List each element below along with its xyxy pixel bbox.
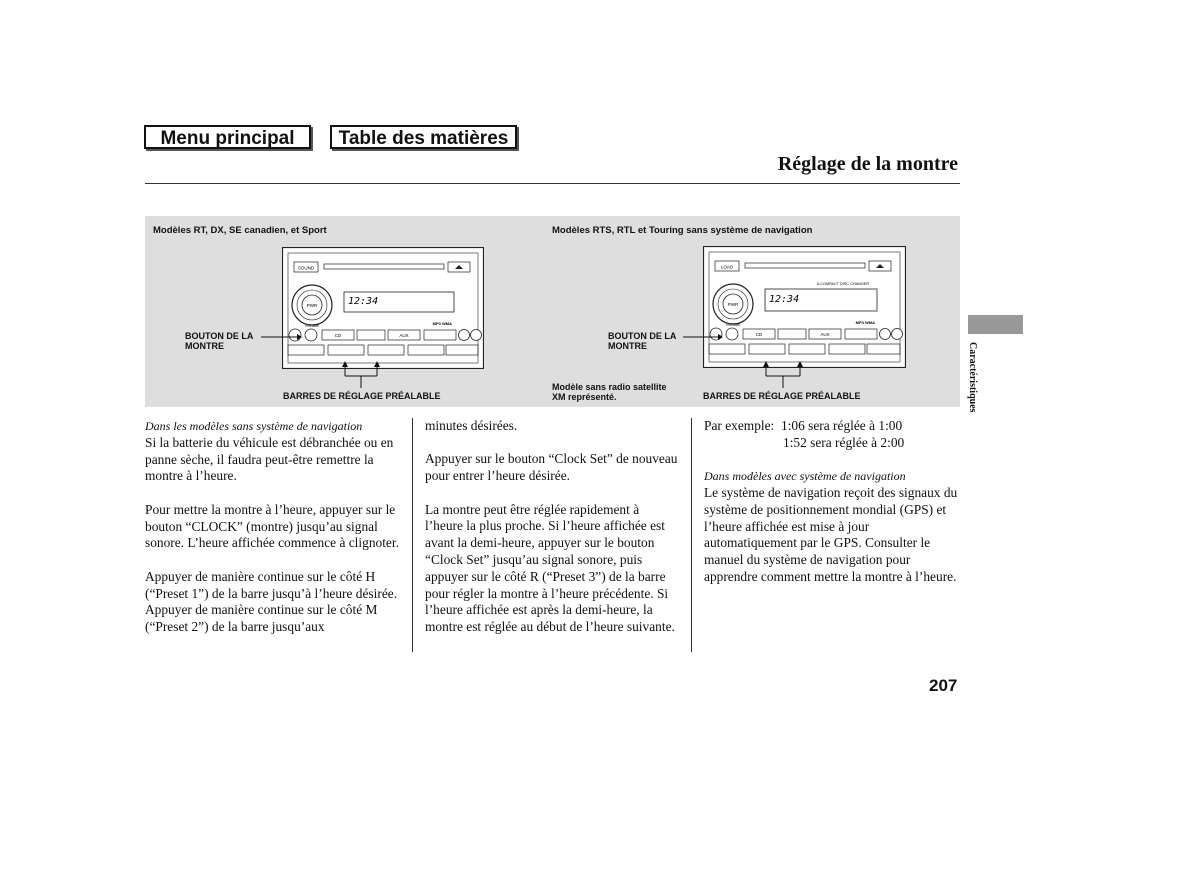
bouton-montre-label-right: BOUTON DE LA MONTRE <box>608 331 677 351</box>
table-des-matieres-button[interactable]: Table des matières <box>330 125 517 149</box>
title-rule <box>145 183 960 184</box>
svg-text:VOLUME: VOLUME <box>304 324 320 328</box>
sound-button-label: SOUND <box>297 265 315 271</box>
column-separator <box>412 418 413 652</box>
text-column-1 <box>145 418 400 653</box>
svg-text:MP3 WMA: MP3 WMA <box>855 320 875 325</box>
menu-principal-button[interactable]: Menu principal <box>144 125 311 149</box>
text-column-3 <box>704 418 960 602</box>
paragraph: minutes désirées. <box>425 418 518 433</box>
svg-text:CD: CD <box>755 332 763 337</box>
page-number: 207 <box>929 676 958 695</box>
bouton-montre-label-left: BOUTON DE LA MONTRE <box>185 331 254 351</box>
paragraph: Appuyer sur le bouton “Clock Set” de nouveau pour entrer l’heure désirée. <box>425 451 678 484</box>
svg-text:CD: CD <box>334 333 342 338</box>
svg-text:6-COMPACT DISC CHANGER: 6-COMPACT DISC CHANGER <box>816 282 870 286</box>
xm-note: Modèle sans radio satellite XM représenté. <box>552 382 667 402</box>
page-title: Réglage de la montre <box>777 153 958 175</box>
section-heading-avec-navigation: Dans modèles avec système de navigation <box>704 469 906 484</box>
paragraph: La montre peut être réglée rapidement à l’heure la plus proche. Si l’heure affichée est avant la demi-heure, appuyer sur le bouton “Clock Set” jusqu’au signal sonore, puis appuyer sur le côté R (“Preset 3”) de la barre pour régler la montre à l’heure précédente. Si l’heure affichée est après la demi-heure, la montre est réglée au début de l’heure suivante. <box>425 501 675 635</box>
section-tab[interactable] <box>968 315 1023 334</box>
pwr-label: PWR <box>306 303 318 308</box>
barres-label-left: BARRES DE RÉGLAGE PRÉALABLE <box>283 391 441 401</box>
pwr-label: PWR <box>727 302 739 307</box>
figure-caption-right: Modèles RTS, RTL et Touring sans système de navigation <box>552 225 813 236</box>
svg-text:MP3 WMA: MP3 WMA <box>432 321 452 326</box>
section-tab-label: Caractéristiques <box>967 342 978 413</box>
callout-lines <box>145 216 960 407</box>
figure-caption-left: Modèles RT, DX, SE canadien, et Sport <box>153 225 327 236</box>
clock-display: 12:34 <box>769 294 800 305</box>
example-block: Par exemple: 1:06 sera réglée à 1:00 1:52 sera réglée à 2:00 <box>704 418 905 450</box>
load-button-label: LOAD <box>720 264 734 270</box>
barres-label-right: BARRES DE RÉGLAGE PRÉALABLE <box>703 391 861 401</box>
section-heading-sans-navigation: Dans les modèles sans système de navigation <box>145 419 363 433</box>
column-separator <box>691 418 692 652</box>
paragraph: Appuyer de manière continue sur le côté H (“Preset 1”) de la barre jusqu’à l’heure désirée. Appuyer de manière continue sur le côté M (“Preset 2”) de la barre jusqu’aux <box>145 568 398 635</box>
svg-text:AUX: AUX <box>399 333 409 338</box>
svg-text:AUX: AUX <box>820 332 830 337</box>
paragraph: Si la batterie du véhicule est débranchée ou en panne sèche, il faudra peut-être remettre la montre à l’heure. <box>145 434 394 484</box>
text-column-2 <box>425 418 680 653</box>
paragraph: Le système de navigation reçoit des signaux du système de positionnement mondial (GPS) et l’heure affichée est mise à jour automatiquement par le GPS. Consulter le manuel du système de navigation pour apprendre comment mettre la montre à l’heure. <box>704 484 958 584</box>
svg-text:VOLUME: VOLUME <box>725 323 741 327</box>
clock-display: 12:34 <box>348 296 379 307</box>
paragraph: Pour mettre la montre à l’heure, appuyer sur le bouton “CLOCK” (montre) jusqu’au signal sonore. L’heure affichée commence à clignoter. <box>145 501 399 551</box>
